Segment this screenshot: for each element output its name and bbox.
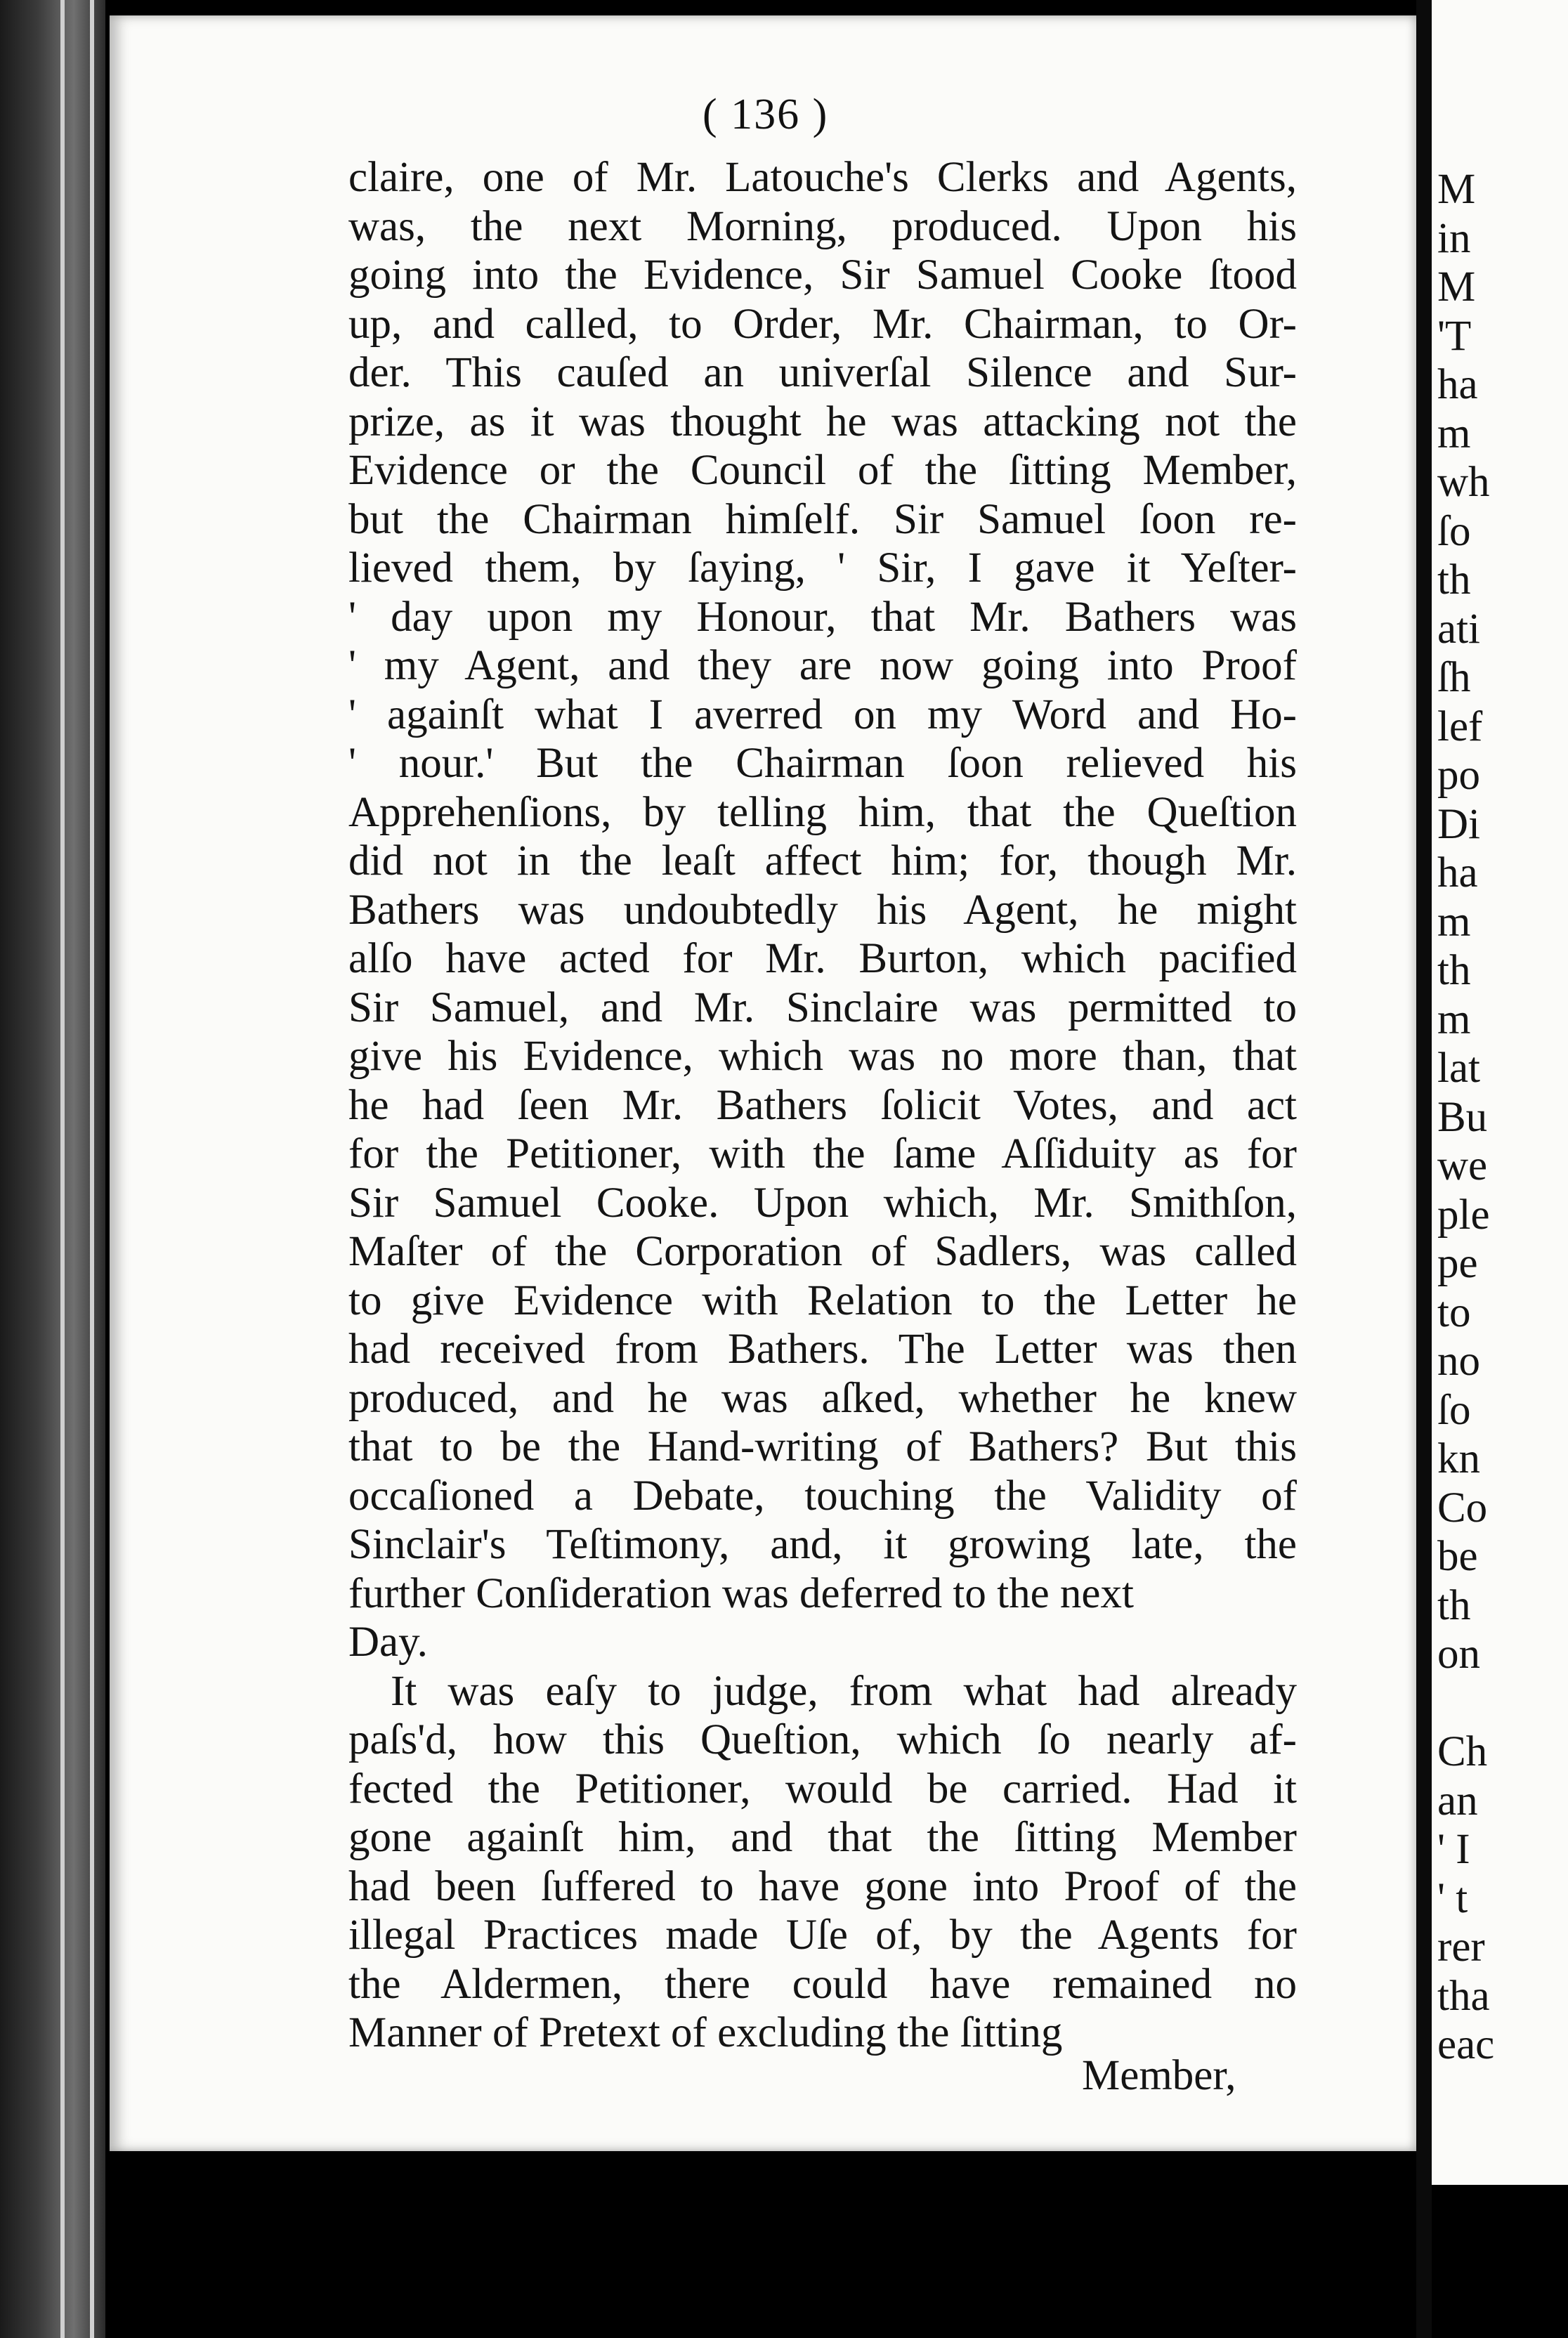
text-line: going into the Evidence, Sir Samuel Cooke ſtood xyxy=(348,252,1297,299)
facing-page-fragment: Bu xyxy=(1437,1093,1488,1141)
text-line: Sinclair's Teſtimony, and, it growing late, the xyxy=(348,1521,1297,1568)
facing-page-fragment: M xyxy=(1437,263,1476,311)
facing-page-fragment: ' t xyxy=(1437,1874,1468,1922)
text-line: der. This cauſed an univerſal Silence and Sur- xyxy=(348,349,1297,396)
text-line: produced, and he was aſked, whether he knew xyxy=(348,1374,1297,1422)
facing-page-fragment: m xyxy=(1437,410,1471,457)
facing-page-fragment: wh xyxy=(1437,459,1490,506)
text-line: up, and called, to Order, Mr. Chairman, to Or- xyxy=(348,300,1297,348)
text-line: fected the Petitioner, would be carried. Had it xyxy=(348,1765,1297,1813)
text-line: Sir Samuel Cooke. Upon which, Mr. Smithſon, xyxy=(348,1179,1297,1227)
text-line: to give Evidence with Relation to the Letter he xyxy=(348,1276,1297,1324)
spine-edge-left xyxy=(60,0,65,2338)
facing-page-fragment: lat xyxy=(1437,1045,1480,1092)
catchword: Member, xyxy=(1082,2052,1236,2099)
text-line: illegal Practices made Uſe of, by the Agents for xyxy=(348,1912,1297,1959)
text-line: Maſter of the Corporation of Sadlers, was called xyxy=(348,1228,1297,1275)
spine-edge-right xyxy=(90,0,94,2338)
facing-page-fragment: rer xyxy=(1437,1924,1485,1971)
facing-page-fragment: kn xyxy=(1437,1435,1480,1482)
text-line: the Aldermen, there could have remained no xyxy=(348,1960,1297,2008)
text-line: gone againſt him, and that the ſitting Member xyxy=(348,1814,1297,1861)
facing-page-fragment: Co xyxy=(1437,1484,1488,1532)
facing-page-fragment: 'T xyxy=(1437,312,1472,360)
facing-page-fragment: to xyxy=(1437,1288,1471,1336)
text-line: Bathers was undoubtedly his Agent, he might xyxy=(348,886,1297,934)
facing-page-fragment: ſh xyxy=(1437,654,1471,701)
text-line: It was eaſy to judge, from what had already xyxy=(391,1667,1297,1715)
text-line: for the Petitioner, with the ſame Aſſiduity as for xyxy=(348,1130,1297,1177)
facing-page-fragment: ' I xyxy=(1437,1826,1470,1873)
text-line: did not in the leaſt affect him; for, though Mr. xyxy=(348,837,1297,884)
facing-page-fragment: m xyxy=(1437,995,1471,1043)
text-line: prize, as it was thought he was attacking not the xyxy=(348,398,1297,445)
text-line: Evidence or the Council of the ſitting Member, xyxy=(348,447,1297,494)
text-line: paſs'd, how this Queſtion, which ſo nearly af- xyxy=(348,1716,1297,1763)
text-line: ' againſt what I averred on my Word and Ho- xyxy=(348,691,1297,738)
facing-page-fragment: eac xyxy=(1437,2021,1495,2068)
text-line: occaſioned a Debate, touching the Validity of xyxy=(348,1472,1297,1520)
facing-page-fragment: ſo xyxy=(1437,1386,1471,1434)
facing-page-fragment: be xyxy=(1437,1533,1478,1580)
page-gutter xyxy=(1416,0,1432,2338)
text-line: had received from Bathers. The Letter was then xyxy=(348,1326,1297,1373)
text-line: ' nour.' But the Chairman ſoon relieved his xyxy=(348,740,1297,787)
text-line: Sir Samuel, and Mr. Sinclaire was permitted to xyxy=(348,984,1297,1031)
text-line: was, the next Morning, produced. Upon his xyxy=(348,202,1297,250)
facing-page-fragment: m xyxy=(1437,898,1471,946)
facing-page-fragment: tha xyxy=(1437,1972,1490,2020)
text-line: give his Evidence, which was no more than, that xyxy=(348,1033,1297,1080)
facing-page-fragment: th xyxy=(1437,947,1471,994)
text-line: had been ſuffered to have gone into Proof of the xyxy=(348,1862,1297,1910)
text-line: that to be the Hand-writing of Bathers? But this xyxy=(348,1423,1297,1470)
facing-page-fragment: ple xyxy=(1437,1191,1490,1239)
facing-page-fragment: we xyxy=(1437,1142,1488,1189)
facing-page-fragment: Ch xyxy=(1437,1728,1488,1775)
text-line: alſo have acted for Mr. Burton, which pacified xyxy=(348,935,1297,982)
facing-page-fragment: ati xyxy=(1437,605,1480,653)
text-line: but the Chairman himſelf. Sir Samuel ſoon re- xyxy=(348,495,1297,543)
facing-page-fragment: lef xyxy=(1437,703,1483,750)
text-line: ' my Agent, and they are now going into Proof xyxy=(348,642,1297,689)
text-line: lieved them, by ſaying, ' Sir, I gave it Yeſter- xyxy=(348,544,1297,592)
text-line: he had ſeen Mr. Bathers ſolicit Votes, and act xyxy=(348,1081,1297,1129)
facing-page xyxy=(1432,0,1568,2185)
facing-page-fragment: th xyxy=(1437,556,1471,603)
facing-page-fragment: ſo xyxy=(1437,507,1471,555)
text-line: claire, one of Mr. Latouche's Clerks and Agents, xyxy=(348,154,1297,201)
text-line: Apprehenſions, by telling him, that the Queſtion xyxy=(348,788,1297,836)
text-line: ' day upon my Honour, that Mr. Bathers was xyxy=(348,593,1297,641)
facing-page-fragment: th xyxy=(1437,1581,1471,1629)
text-line: Manner of Pretext of excluding the ſitting xyxy=(348,2009,1063,2056)
facing-page-fragment: ha xyxy=(1437,849,1478,896)
facing-page-fragment: on xyxy=(1437,1631,1480,1678)
facing-page-fragment: pe xyxy=(1437,1240,1478,1287)
facing-page-fragment: in xyxy=(1437,214,1471,262)
text-line: further Conſideration was deferred to the next xyxy=(348,1569,1134,1617)
facing-page-fragment: M xyxy=(1437,166,1476,213)
facing-page-fragment: po xyxy=(1437,752,1480,799)
page-number: ( 136 ) xyxy=(703,91,829,138)
facing-page-fragment: Di xyxy=(1437,800,1480,848)
text-line: Day. xyxy=(348,1619,428,1666)
facing-page-fragment: no xyxy=(1437,1338,1480,1385)
facing-page-fragment: an xyxy=(1437,1777,1478,1824)
facing-page-fragment: ha xyxy=(1437,361,1478,408)
